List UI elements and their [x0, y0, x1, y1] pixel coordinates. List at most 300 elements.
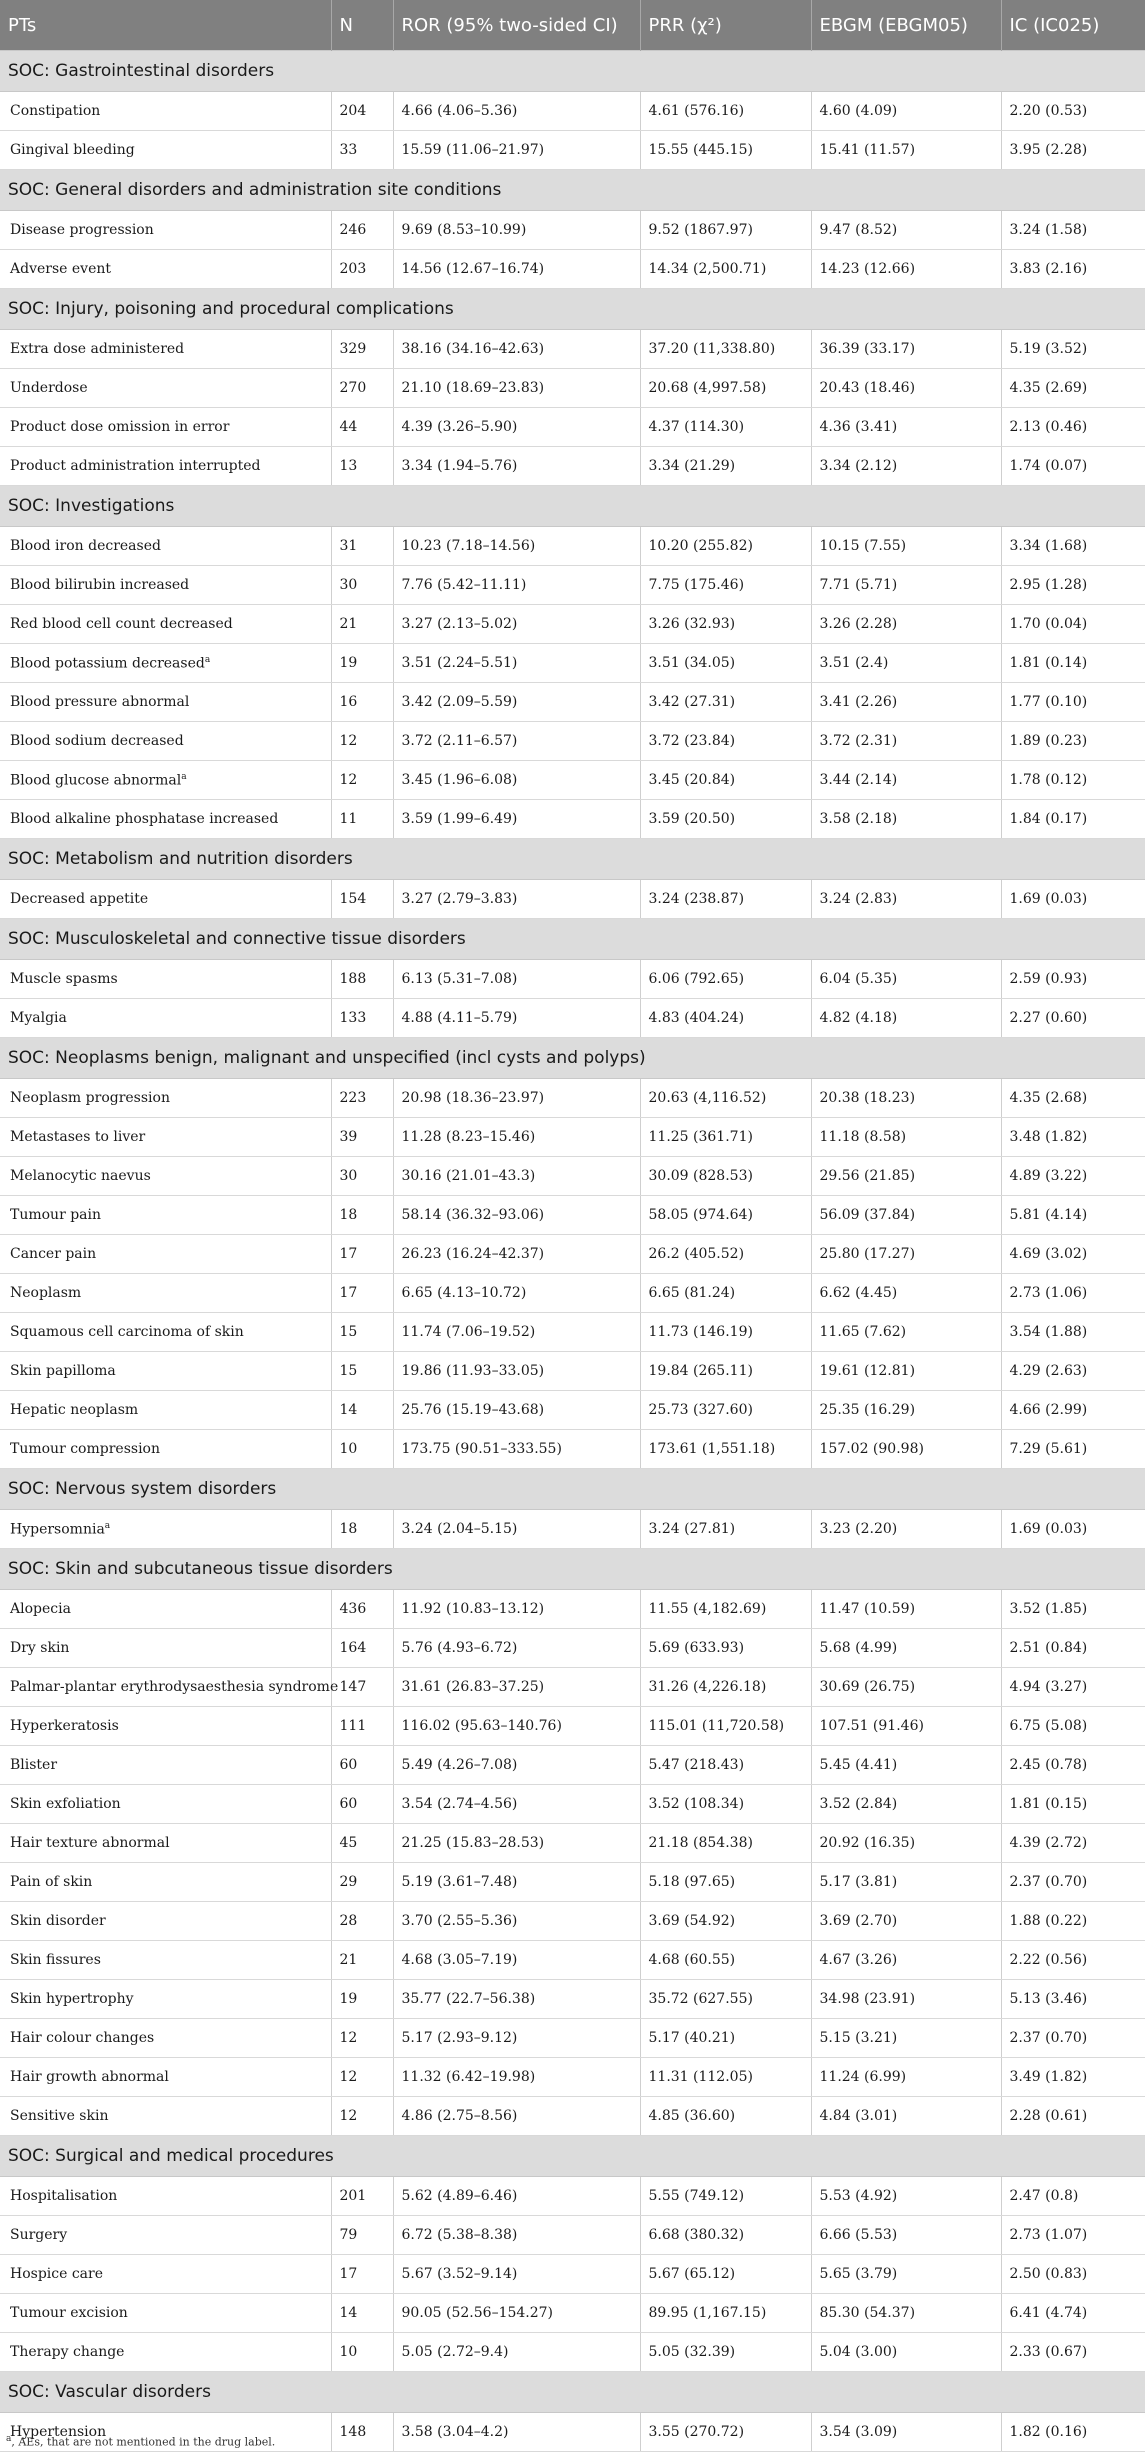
cell-ror: 4.88 (4.11–5.79) — [393, 999, 640, 1038]
cell-ebgm: 20.92 (16.35) — [811, 1824, 1001, 1863]
pt-label: Palmar-plantar erythrodysaesthesia syndrome — [10, 1679, 339, 1695]
cell-prr: 19.84 (265.11) — [640, 1352, 811, 1391]
cell-pt — [0, 683, 331, 722]
cell-ic: 2.20 (0.53) — [1001, 92, 1145, 131]
pt-label: Blood potassium decreased — [10, 655, 205, 672]
footnote-mark: a — [6, 2434, 12, 2444]
cell-pt — [0, 1824, 331, 1863]
table-row — [0, 1391, 1145, 1430]
cell-ebgm: 5.45 (4.41) — [811, 1746, 1001, 1785]
cell-ebgm: 30.69 (26.75) — [811, 1668, 1001, 1707]
soc-row — [0, 289, 1145, 330]
table-row — [0, 2019, 1145, 2058]
cell-ebgm: 4.82 (4.18) — [811, 999, 1001, 1038]
cell-ic: 2.37 (0.70) — [1001, 2019, 1145, 2058]
cell-ic: 3.48 (1.82) — [1001, 1118, 1145, 1157]
table-row — [0, 2294, 1145, 2333]
cell-ic: 2.51 (0.84) — [1001, 1629, 1145, 1668]
cell-ebgm: 15.41 (11.57) — [811, 131, 1001, 170]
pt-label: Cancer pain — [10, 1246, 97, 1262]
cell-prr: 20.63 (4,116.52) — [640, 1079, 811, 1118]
table-row — [0, 1235, 1145, 1274]
cell-ror: 19.86 (11.93–33.05) — [393, 1352, 640, 1391]
cell-prr: 3.59 (20.50) — [640, 800, 811, 839]
cell-pt — [0, 369, 331, 408]
pt-label: Hyperkeratosis — [10, 1718, 119, 1734]
cell-ror: 3.59 (1.99–6.49) — [393, 800, 640, 839]
cell-pt — [0, 1157, 331, 1196]
pt-label: Extra dose administered — [10, 341, 185, 357]
cell-ror: 3.58 (3.04–4.2) — [393, 2413, 640, 2452]
cell-pt — [0, 1980, 331, 2019]
cell-prr: 3.72 (23.84) — [640, 722, 811, 761]
cell-ebgm: 11.47 (10.59) — [811, 1590, 1001, 1629]
pt-label: Therapy change — [10, 2344, 125, 2360]
cell-n: 60 — [331, 1746, 393, 1785]
cell-ic: 5.13 (3.46) — [1001, 1980, 1145, 2019]
pt-label: Blood glucose abnormal — [10, 772, 182, 789]
cell-pt — [0, 2177, 331, 2216]
cell-pt — [0, 447, 331, 486]
pt-label: Blood sodium decreased — [10, 733, 184, 749]
cell-n: 17 — [331, 1274, 393, 1313]
table-row — [0, 722, 1145, 761]
soc-row — [0, 1549, 1145, 1590]
cell-ror: 3.51 (2.24–5.51) — [393, 644, 640, 683]
cell-ebgm: 3.58 (2.18) — [811, 800, 1001, 839]
cell-ror: 31.61 (26.83–37.25) — [393, 1668, 640, 1707]
cell-pt — [0, 1079, 331, 1118]
cell-prr: 3.51 (34.05) — [640, 644, 811, 683]
cell-ror: 25.76 (15.19–43.68) — [393, 1391, 640, 1430]
cell-ebgm: 6.66 (5.53) — [811, 2216, 1001, 2255]
pt-label: Blood bilirubin increased — [10, 577, 190, 593]
cell-prr: 4.61 (576.16) — [640, 92, 811, 131]
cell-n: 19 — [331, 644, 393, 683]
pt-label: Sensitive skin — [10, 2108, 109, 2124]
cell-n: 30 — [331, 566, 393, 605]
cell-ebgm: 29.56 (21.85) — [811, 1157, 1001, 1196]
cell-ic: 1.77 (0.10) — [1001, 683, 1145, 722]
cell-ror: 3.34 (1.94–5.76) — [393, 447, 640, 486]
cell-ror: 7.76 (5.42–11.11) — [393, 566, 640, 605]
cell-ic: 1.89 (0.23) — [1001, 722, 1145, 761]
table-row — [0, 605, 1145, 644]
pt-label: Metastases to liver — [10, 1129, 146, 1145]
cell-ebgm: 34.98 (23.91) — [811, 1980, 1001, 2019]
cell-ic: 2.95 (1.28) — [1001, 566, 1145, 605]
cell-ebgm: 3.69 (2.70) — [811, 1902, 1001, 1941]
table-row — [0, 683, 1145, 722]
cell-ebgm: 3.23 (2.20) — [811, 1510, 1001, 1549]
cell-ic: 1.70 (0.04) — [1001, 605, 1145, 644]
cell-ebgm: 4.36 (3.41) — [811, 408, 1001, 447]
cell-prr: 6.65 (81.24) — [640, 1274, 811, 1313]
cell-ic: 5.19 (3.52) — [1001, 330, 1145, 369]
cell-prr: 11.31 (112.05) — [640, 2058, 811, 2097]
pt-label: Constipation — [10, 103, 101, 119]
pt-label: Product dose omission in error — [10, 419, 230, 435]
cell-n: 44 — [331, 408, 393, 447]
cell-ic: 4.89 (3.22) — [1001, 1157, 1145, 1196]
table-row — [0, 1590, 1145, 1629]
cell-prr: 4.85 (36.60) — [640, 2097, 811, 2136]
cell-pt — [0, 1352, 331, 1391]
cell-n: 29 — [331, 1863, 393, 1902]
cell-ror: 14.56 (12.67–16.74) — [393, 250, 640, 289]
cell-n: 154 — [331, 880, 393, 919]
cell-prr: 3.45 (20.84) — [640, 761, 811, 800]
cell-prr: 3.24 (27.81) — [640, 1510, 811, 1549]
cell-ic: 2.73 (1.06) — [1001, 1274, 1145, 1313]
footnote-marker: a — [181, 771, 187, 782]
cell-ror: 3.45 (1.96–6.08) — [393, 761, 640, 800]
cell-ror: 26.23 (16.24–42.37) — [393, 1235, 640, 1274]
soc-label: SOC: Skin and subcutaneous tissue disorders — [0, 1549, 1145, 1590]
table-row — [0, 1746, 1145, 1785]
cell-n: 246 — [331, 211, 393, 250]
table-row — [0, 1274, 1145, 1313]
table-row — [0, 1824, 1145, 1863]
cell-ic: 1.74 (0.07) — [1001, 447, 1145, 486]
cell-pt — [0, 211, 331, 250]
cell-ror: 21.10 (18.69–23.83) — [393, 369, 640, 408]
cell-ebgm: 19.61 (12.81) — [811, 1352, 1001, 1391]
pt-label: Skin papilloma — [10, 1363, 116, 1379]
cell-ebgm: 3.34 (2.12) — [811, 447, 1001, 486]
cell-prr: 4.37 (114.30) — [640, 408, 811, 447]
table-row — [0, 2216, 1145, 2255]
cell-ebgm: 6.62 (4.45) — [811, 1274, 1001, 1313]
cell-ic: 2.27 (0.60) — [1001, 999, 1145, 1038]
table-row — [0, 1785, 1145, 1824]
cell-n: 33 — [331, 131, 393, 170]
pt-label: Skin exfoliation — [10, 1796, 121, 1812]
cell-ror: 6.13 (5.31–7.08) — [393, 960, 640, 999]
table-row — [0, 1313, 1145, 1352]
table-row — [0, 2333, 1145, 2372]
cell-pt — [0, 800, 331, 839]
soc-row — [0, 51, 1145, 92]
header-ror: ROR (95% two-sided CI) — [393, 0, 640, 51]
pt-label: Tumour excision — [10, 2305, 128, 2321]
cell-pt — [0, 330, 331, 369]
cell-ror: 20.98 (18.36–23.97) — [393, 1079, 640, 1118]
cell-prr: 11.25 (361.71) — [640, 1118, 811, 1157]
cell-ic: 1.78 (0.12) — [1001, 761, 1145, 800]
cell-ic: 4.35 (2.69) — [1001, 369, 1145, 408]
cell-ic: 3.95 (2.28) — [1001, 131, 1145, 170]
cell-ebgm: 9.47 (8.52) — [811, 211, 1001, 250]
cell-ic: 2.47 (0.8) — [1001, 2177, 1145, 2216]
cell-n: 16 — [331, 683, 393, 722]
cell-ebgm: 3.24 (2.83) — [811, 880, 1001, 919]
cell-pt — [0, 2058, 331, 2097]
soc-label: SOC: Investigations — [0, 486, 1145, 527]
pt-label: Alopecia — [10, 1601, 71, 1617]
cell-n: 15 — [331, 1352, 393, 1391]
cell-n: 21 — [331, 1941, 393, 1980]
table-row — [0, 1902, 1145, 1941]
cell-ror: 3.24 (2.04–5.15) — [393, 1510, 640, 1549]
table-row — [0, 761, 1145, 800]
pt-label: Pain of skin — [10, 1874, 93, 1890]
cell-ebgm: 4.60 (4.09) — [811, 92, 1001, 131]
cell-prr: 89.95 (1,167.15) — [640, 2294, 811, 2333]
cell-ic: 3.24 (1.58) — [1001, 211, 1145, 250]
pt-label: Decreased appetite — [10, 891, 149, 907]
cell-ebgm: 5.15 (3.21) — [811, 2019, 1001, 2058]
cell-ebgm: 5.53 (4.92) — [811, 2177, 1001, 2216]
cell-ebgm: 3.72 (2.31) — [811, 722, 1001, 761]
cell-pt — [0, 566, 331, 605]
cell-pt — [0, 880, 331, 919]
cell-ror: 116.02 (95.63–140.76) — [393, 1707, 640, 1746]
table-row — [0, 800, 1145, 839]
pt-label: Dry skin — [10, 1640, 70, 1656]
cell-pt — [0, 1274, 331, 1313]
cell-ic: 2.45 (0.78) — [1001, 1746, 1145, 1785]
cell-ebgm: 5.68 (4.99) — [811, 1629, 1001, 1668]
table-row — [0, 92, 1145, 131]
cell-prr: 4.83 (404.24) — [640, 999, 811, 1038]
pt-label: Product administration interrupted — [10, 458, 261, 474]
cell-ic: 4.29 (2.63) — [1001, 1352, 1145, 1391]
cell-prr: 5.55 (749.12) — [640, 2177, 811, 2216]
cell-n: 60 — [331, 1785, 393, 1824]
cell-ror: 4.66 (4.06–5.36) — [393, 92, 640, 131]
cell-n: 10 — [331, 1430, 393, 1469]
cell-ic: 2.59 (0.93) — [1001, 960, 1145, 999]
soc-label: SOC: Metabolism and nutrition disorders — [0, 839, 1145, 880]
table-row — [0, 408, 1145, 447]
cell-ebgm: 11.24 (6.99) — [811, 2058, 1001, 2097]
cell-ebgm: 36.39 (33.17) — [811, 330, 1001, 369]
cell-n: 12 — [331, 761, 393, 800]
cell-prr: 5.67 (65.12) — [640, 2255, 811, 2294]
cell-prr: 6.06 (792.65) — [640, 960, 811, 999]
cell-n: 10 — [331, 2333, 393, 2372]
cell-ebgm: 3.44 (2.14) — [811, 761, 1001, 800]
footnote-marker: a — [204, 654, 211, 665]
cell-ebgm: 11.18 (8.58) — [811, 1118, 1001, 1157]
cell-ebgm: 3.26 (2.28) — [811, 605, 1001, 644]
cell-ror: 173.75 (90.51–333.55) — [393, 1430, 640, 1469]
cell-pt — [0, 761, 331, 800]
pt-label: Hypertension — [10, 2424, 107, 2440]
header-pts: PTs — [0, 0, 331, 51]
footnote-marker: a — [104, 1520, 111, 1531]
table-row — [0, 330, 1145, 369]
pt-label: Skin fissures — [10, 1952, 101, 1968]
cell-ic: 2.73 (1.07) — [1001, 2216, 1145, 2255]
cell-prr: 21.18 (854.38) — [640, 1824, 811, 1863]
cell-prr: 11.55 (4,182.69) — [640, 1590, 811, 1629]
cell-ebgm: 3.41 (2.26) — [811, 683, 1001, 722]
cell-pt — [0, 1118, 331, 1157]
cell-ror: 15.59 (11.06–21.97) — [393, 131, 640, 170]
cell-n: 15 — [331, 1313, 393, 1352]
cell-n: 203 — [331, 250, 393, 289]
cell-pt — [0, 527, 331, 566]
cell-ic: 7.29 (5.61) — [1001, 1430, 1145, 1469]
cell-prr: 4.68 (60.55) — [640, 1941, 811, 1980]
pt-label: Hospice care — [10, 2266, 104, 2282]
cell-ic: 4.39 (2.72) — [1001, 1824, 1145, 1863]
cell-ebgm: 3.52 (2.84) — [811, 1785, 1001, 1824]
cell-ror: 10.23 (7.18–14.56) — [393, 527, 640, 566]
cell-ror: 30.16 (21.01–43.3) — [393, 1157, 640, 1196]
cell-ic: 1.88 (0.22) — [1001, 1902, 1145, 1941]
cell-n: 28 — [331, 1902, 393, 1941]
table-row — [0, 566, 1145, 605]
cell-ebgm: 11.65 (7.62) — [811, 1313, 1001, 1352]
cell-ebgm: 85.30 (54.37) — [811, 2294, 1001, 2333]
cell-pt — [0, 960, 331, 999]
table-row — [0, 1118, 1145, 1157]
cell-pt — [0, 2097, 331, 2136]
table-row — [0, 2255, 1145, 2294]
cell-ror: 3.54 (2.74–4.56) — [393, 1785, 640, 1824]
cell-ebgm: 7.71 (5.71) — [811, 566, 1001, 605]
cell-ebgm: 4.84 (3.01) — [811, 2097, 1001, 2136]
soc-row — [0, 2136, 1145, 2177]
cell-ebgm: 20.38 (18.23) — [811, 1079, 1001, 1118]
pt-label: Skin disorder — [10, 1913, 106, 1929]
cell-n: 329 — [331, 330, 393, 369]
cell-prr: 3.34 (21.29) — [640, 447, 811, 486]
soc-label: SOC: General disorders and administration site conditions — [0, 170, 1145, 211]
cell-ror: 58.14 (36.32–93.06) — [393, 1196, 640, 1235]
cell-n: 111 — [331, 1707, 393, 1746]
cell-ror: 9.69 (8.53–10.99) — [393, 211, 640, 250]
cell-prr: 3.26 (32.93) — [640, 605, 811, 644]
cell-prr: 26.2 (405.52) — [640, 1235, 811, 1274]
cell-pt — [0, 2216, 331, 2255]
pt-label: Surgery — [10, 2227, 68, 2243]
pt-label: Hair growth abnormal — [10, 2069, 169, 2085]
cell-ic: 4.66 (2.99) — [1001, 1391, 1145, 1430]
cell-pt — [0, 644, 331, 683]
cell-n: 270 — [331, 369, 393, 408]
cell-ror: 11.92 (10.83–13.12) — [393, 1590, 640, 1629]
cell-ror: 5.17 (2.93–9.12) — [393, 2019, 640, 2058]
cell-pt — [0, 722, 331, 761]
cell-ror: 5.67 (3.52–9.14) — [393, 2255, 640, 2294]
cell-pt — [0, 2294, 331, 2333]
cell-pt — [0, 1196, 331, 1235]
cell-ic: 4.94 (3.27) — [1001, 1668, 1145, 1707]
cell-pt — [0, 999, 331, 1038]
cell-ic: 4.35 (2.68) — [1001, 1079, 1145, 1118]
footnote-text: , AEs, that are not mentioned in the drug label. — [11, 2435, 276, 2449]
footnote — [6, 2434, 275, 2449]
cell-n: 147 — [331, 1668, 393, 1707]
pt-label: Neoplasm progression — [10, 1090, 170, 1106]
cell-ebgm: 56.09 (37.84) — [811, 1196, 1001, 1235]
cell-prr: 3.69 (54.92) — [640, 1902, 811, 1941]
table-row — [0, 1157, 1145, 1196]
cell-n: 19 — [331, 1980, 393, 2019]
cell-ebgm: 3.51 (2.4) — [811, 644, 1001, 683]
cell-ebgm: 6.04 (5.35) — [811, 960, 1001, 999]
pt-label: Tumour pain — [10, 1207, 102, 1223]
cell-ebgm: 25.35 (16.29) — [811, 1391, 1001, 1430]
cell-ic: 2.22 (0.56) — [1001, 1941, 1145, 1980]
table-row — [0, 2177, 1145, 2216]
table-row — [0, 1430, 1145, 1469]
cell-ror: 3.27 (2.13–5.02) — [393, 605, 640, 644]
cell-n: 223 — [331, 1079, 393, 1118]
cell-prr: 35.72 (627.55) — [640, 1980, 811, 2019]
cell-n: 14 — [331, 2294, 393, 2333]
soc-row — [0, 2372, 1145, 2413]
cell-ebgm: 3.54 (3.09) — [811, 2413, 1001, 2452]
pt-label: Hair colour changes — [10, 2030, 155, 2046]
cell-ebgm: 5.04 (3.00) — [811, 2333, 1001, 2372]
cell-prr: 5.69 (633.93) — [640, 1629, 811, 1668]
cell-prr: 37.20 (11,338.80) — [640, 330, 811, 369]
cell-ebgm: 157.02 (90.98) — [811, 1430, 1001, 1469]
soc-label: SOC: Musculoskeletal and connective tissue disorders — [0, 919, 1145, 960]
cell-ebgm: 25.80 (17.27) — [811, 1235, 1001, 1274]
pt-label: Adverse event — [10, 261, 112, 277]
cell-n: 18 — [331, 1510, 393, 1549]
cell-pt — [0, 1863, 331, 1902]
cell-ebgm: 5.65 (3.79) — [811, 2255, 1001, 2294]
cell-pt — [0, 92, 331, 131]
cell-prr: 11.73 (146.19) — [640, 1313, 811, 1352]
cell-n: 18 — [331, 1196, 393, 1235]
soc-row — [0, 1038, 1145, 1079]
soc-label: SOC: Gastrointestinal disorders — [0, 51, 1145, 92]
table-row — [0, 1863, 1145, 1902]
cell-prr: 31.26 (4,226.18) — [640, 1668, 811, 1707]
table-row — [0, 960, 1145, 999]
cell-pt — [0, 1510, 331, 1549]
cell-n: 17 — [331, 1235, 393, 1274]
cell-pt — [0, 1746, 331, 1785]
cell-ror: 11.32 (6.42–19.98) — [393, 2058, 640, 2097]
cell-ic: 2.28 (0.61) — [1001, 2097, 1145, 2136]
cell-ebgm: 20.43 (18.46) — [811, 369, 1001, 408]
table-row — [0, 644, 1145, 683]
cell-ic: 3.83 (2.16) — [1001, 250, 1145, 289]
cell-ror: 90.05 (52.56–154.27) — [393, 2294, 640, 2333]
soc-row — [0, 839, 1145, 880]
pt-label: Underdose — [10, 380, 88, 396]
cell-ic: 1.84 (0.17) — [1001, 800, 1145, 839]
cell-ror: 38.16 (34.16–42.63) — [393, 330, 640, 369]
cell-n: 164 — [331, 1629, 393, 1668]
cell-pt — [0, 1668, 339, 1707]
cell-ror: 4.86 (2.75–8.56) — [393, 2097, 640, 2136]
cell-ror: 11.74 (7.06–19.52) — [393, 1313, 640, 1352]
cell-ror: 4.68 (3.05–7.19) — [393, 1941, 640, 1980]
cell-ror: 3.27 (2.79–3.83) — [393, 880, 640, 919]
cell-ror: 6.72 (5.38–8.38) — [393, 2216, 640, 2255]
cell-ic: 1.81 (0.14) — [1001, 644, 1145, 683]
pt-label: Blood pressure abnormal — [10, 694, 190, 710]
cell-ic: 1.69 (0.03) — [1001, 880, 1145, 919]
cell-prr: 20.68 (4,997.58) — [640, 369, 811, 408]
cell-pt — [0, 1313, 331, 1352]
cell-n: 45 — [331, 1824, 393, 1863]
cell-prr: 3.52 (108.34) — [640, 1785, 811, 1824]
cell-n: 39 — [331, 1118, 393, 1157]
cell-ic: 1.81 (0.15) — [1001, 1785, 1145, 1824]
pt-label: Red blood cell count decreased — [10, 616, 233, 632]
